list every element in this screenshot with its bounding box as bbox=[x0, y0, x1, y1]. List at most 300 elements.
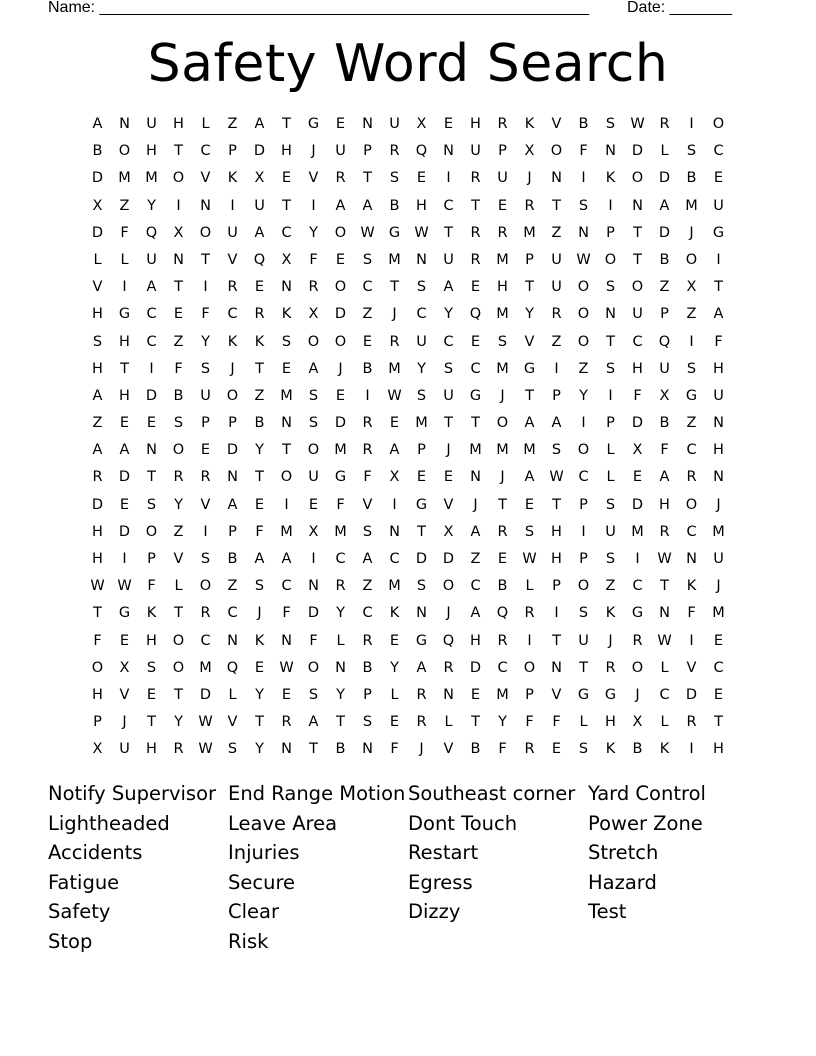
word-list-item: Lightheaded bbox=[48, 811, 170, 835]
grid-letter: O bbox=[145, 523, 158, 540]
grid-letter: F bbox=[579, 143, 588, 160]
grid-letter: T bbox=[255, 360, 264, 377]
grid-letter: R bbox=[686, 714, 697, 731]
grid-letter: E bbox=[713, 170, 724, 187]
grid-letter: O bbox=[226, 387, 239, 404]
word-list-item: Fatigue bbox=[48, 870, 120, 894]
grid-letter: I bbox=[635, 551, 640, 567]
grid-letter: F bbox=[336, 496, 345, 513]
grid-letter: Y bbox=[417, 360, 426, 377]
grid-letter: M bbox=[415, 415, 428, 432]
grid-letter: C bbox=[200, 632, 211, 649]
grid-letter: R bbox=[254, 306, 265, 323]
grid-letter: S bbox=[605, 496, 616, 513]
grid-letter: N bbox=[362, 116, 373, 132]
grid-letter: J bbox=[716, 578, 721, 595]
grid-letter: R bbox=[470, 224, 481, 241]
grid-letter: H bbox=[470, 116, 481, 132]
grid-letter: Z bbox=[362, 578, 373, 595]
grid-letter: C bbox=[578, 469, 589, 486]
grid-letter: A bbox=[146, 279, 157, 296]
grid-letter: N bbox=[227, 469, 238, 486]
grid-letter: Z bbox=[173, 333, 184, 350]
grid-letter: Z bbox=[659, 279, 670, 296]
grid-letter: J bbox=[419, 741, 424, 758]
grid-letter: L bbox=[525, 578, 534, 595]
grid-letter: R bbox=[524, 741, 535, 758]
grid-letter: R bbox=[389, 333, 400, 350]
grid-letter: P bbox=[228, 415, 237, 432]
grid-letter: E bbox=[173, 306, 184, 323]
grid-row bbox=[84, 709, 732, 736]
grid-letter: U bbox=[713, 197, 724, 214]
grid-letter: S bbox=[686, 143, 697, 160]
grid-letter: P bbox=[606, 224, 615, 241]
word-list-item: Egress bbox=[408, 870, 473, 894]
grid-letter: D bbox=[307, 605, 320, 622]
grid-letter: R bbox=[335, 578, 346, 595]
grid-letter: N bbox=[416, 605, 427, 622]
grid-letter: M bbox=[496, 360, 509, 377]
grid-letter: T bbox=[714, 279, 723, 296]
grid-letter: H bbox=[92, 306, 103, 323]
grid-letter: X bbox=[443, 523, 454, 540]
grid-letter: N bbox=[416, 251, 427, 268]
grid-letter: N bbox=[470, 469, 481, 486]
grid-letter: I bbox=[176, 197, 181, 214]
grid-letter: O bbox=[685, 251, 698, 268]
grid-letter: I bbox=[716, 251, 721, 268]
grid-letter: B bbox=[659, 415, 670, 432]
grid-letter: I bbox=[608, 197, 613, 214]
grid-letter: W bbox=[414, 224, 429, 241]
grid-letter: Z bbox=[551, 333, 562, 350]
grid-letter: U bbox=[578, 632, 589, 649]
grid-letter: S bbox=[578, 741, 589, 758]
grid-letter: X bbox=[92, 741, 103, 758]
grid-letter: L bbox=[228, 686, 237, 703]
grid-letter: A bbox=[551, 415, 562, 432]
grid-letter: G bbox=[469, 387, 482, 404]
grid-letter: E bbox=[335, 116, 346, 132]
grid-letter: B bbox=[632, 741, 643, 758]
grid-letter: L bbox=[120, 251, 129, 268]
grid-letter: B bbox=[92, 143, 103, 160]
grid-letter: W bbox=[576, 251, 591, 268]
grid-letter: B bbox=[254, 415, 265, 432]
grid-letter: A bbox=[92, 116, 103, 132]
word-list-item: Risk bbox=[228, 929, 269, 953]
grid-letter: F bbox=[687, 605, 696, 622]
grid-letter: E bbox=[119, 415, 130, 432]
grid-letter: D bbox=[334, 306, 347, 323]
grid-letter: Z bbox=[470, 551, 481, 567]
grid-letter: Y bbox=[498, 714, 507, 731]
grid-letter: L bbox=[390, 686, 399, 703]
grid-letter: B bbox=[686, 170, 697, 187]
grid-letter: R bbox=[497, 116, 508, 132]
grid-letter: M bbox=[685, 197, 698, 214]
grid-letter: O bbox=[577, 333, 590, 350]
grid-letter: Y bbox=[255, 686, 264, 703]
grid-letter: N bbox=[389, 523, 400, 540]
grid-letter: O bbox=[550, 143, 563, 160]
grid-letter: E bbox=[632, 469, 643, 486]
grid-letter: O bbox=[172, 170, 185, 187]
grid-letter: R bbox=[416, 686, 427, 703]
grid-letter: D bbox=[199, 686, 212, 703]
grid-letter: K bbox=[146, 605, 157, 622]
grid-letter: W bbox=[279, 659, 294, 676]
grid-letter: T bbox=[336, 714, 345, 731]
grid-letter: R bbox=[200, 469, 211, 486]
grid-letter: T bbox=[525, 279, 534, 296]
grid-letter: U bbox=[713, 551, 724, 567]
grid-letter: G bbox=[118, 605, 131, 622]
grid-letter: B bbox=[227, 551, 238, 567]
grid-letter: H bbox=[416, 197, 427, 214]
grid-letter: N bbox=[308, 578, 319, 595]
grid-letter: N bbox=[443, 143, 454, 160]
grid-letter: T bbox=[174, 143, 183, 160]
grid-letter: Q bbox=[496, 605, 509, 622]
grid-row bbox=[84, 193, 732, 220]
grid-letter: P bbox=[606, 415, 615, 432]
grid-letter: O bbox=[334, 333, 347, 350]
word-list-item: Secure bbox=[228, 870, 296, 894]
grid-letter: K bbox=[605, 605, 616, 622]
grid-letter: W bbox=[522, 551, 537, 567]
grid-letter: T bbox=[714, 714, 723, 731]
grid-letter: U bbox=[470, 143, 481, 160]
grid-row bbox=[84, 573, 732, 600]
grid-letter: O bbox=[199, 578, 212, 595]
grid-letter: M bbox=[388, 360, 401, 377]
grid-letter: T bbox=[471, 197, 480, 214]
grid-letter: R bbox=[173, 741, 184, 758]
word-list-item: Notify Supervisor bbox=[48, 782, 217, 805]
grid-letter: X bbox=[659, 387, 670, 404]
grid-letter: F bbox=[525, 714, 534, 731]
word-list-item: Dont Touch bbox=[408, 811, 518, 835]
grid-letter: E bbox=[470, 686, 481, 703]
grid-letter: C bbox=[443, 197, 454, 214]
grid-letter: W bbox=[198, 741, 213, 758]
grid-letter: D bbox=[91, 170, 104, 187]
grid-letter: F bbox=[309, 632, 318, 649]
grid-letter: T bbox=[309, 741, 318, 758]
grid-letter: W bbox=[387, 387, 402, 404]
word-list-item: Safety bbox=[48, 900, 111, 924]
grid-letter: E bbox=[308, 496, 319, 513]
grid-letter: H bbox=[119, 387, 130, 404]
grid-letter: E bbox=[389, 415, 400, 432]
grid-letter: B bbox=[659, 251, 670, 268]
grid-letter: K bbox=[686, 578, 697, 595]
grid-letter: E bbox=[362, 333, 373, 350]
grid-letter: V bbox=[227, 251, 238, 268]
grid-letter: E bbox=[551, 741, 562, 758]
grid-letter: F bbox=[201, 306, 210, 323]
grid-letter: C bbox=[470, 360, 481, 377]
grid-row bbox=[84, 736, 732, 763]
grid-letter: Q bbox=[469, 306, 482, 323]
grid-letter: X bbox=[173, 224, 184, 241]
grid-letter: I bbox=[203, 279, 208, 296]
grid-letter: S bbox=[362, 251, 373, 268]
grid-letter: J bbox=[527, 170, 532, 187]
grid-letter: I bbox=[311, 197, 316, 214]
grid-letter: M bbox=[469, 442, 482, 459]
grid-letter: V bbox=[524, 333, 535, 350]
grid-letter: A bbox=[254, 224, 265, 241]
grid-letter: O bbox=[631, 659, 644, 676]
word-list-item: End Range Motion bbox=[228, 782, 406, 805]
grid-letter: I bbox=[689, 333, 694, 350]
grid-letter: G bbox=[334, 469, 347, 486]
grid-letter: F bbox=[390, 741, 399, 758]
grid-letter: N bbox=[281, 415, 292, 432]
grid-letter: Z bbox=[92, 415, 103, 432]
word-list-item: Yard Control bbox=[588, 782, 706, 805]
grid-letter: P bbox=[579, 496, 588, 513]
grid-letter: S bbox=[146, 496, 157, 513]
grid-letter: H bbox=[470, 632, 481, 649]
grid-letter: C bbox=[497, 659, 508, 676]
grid-letter: H bbox=[173, 116, 184, 132]
grid-letter: H bbox=[497, 279, 508, 296]
grid-letter: I bbox=[581, 523, 586, 540]
grid-letter: A bbox=[254, 551, 265, 567]
grid-letter: T bbox=[147, 714, 156, 731]
grid-letter: L bbox=[201, 116, 210, 132]
grid-letter: A bbox=[713, 306, 724, 323]
grid-letter: W bbox=[117, 578, 132, 595]
grid-letter: V bbox=[227, 714, 238, 731]
grid-letter: C bbox=[659, 686, 670, 703]
grid-letter: H bbox=[551, 523, 562, 540]
word-list bbox=[48, 779, 788, 957]
grid-row bbox=[84, 410, 732, 437]
grid-letter: H bbox=[92, 686, 103, 703]
grid-letter: Z bbox=[173, 523, 184, 540]
grid-letter: I bbox=[365, 387, 370, 404]
word-list-item: Hazard bbox=[588, 870, 657, 894]
grid-letter: U bbox=[551, 279, 562, 296]
grid-row bbox=[84, 655, 732, 682]
grid-letter: R bbox=[443, 659, 454, 676]
grid-letter: J bbox=[338, 360, 343, 377]
grid-letter: I bbox=[392, 496, 397, 513]
grid-letter: D bbox=[334, 415, 347, 432]
grid-row bbox=[84, 138, 732, 165]
grid-row bbox=[84, 220, 732, 247]
grid-letter: D bbox=[118, 469, 131, 486]
grid-letter: O bbox=[631, 170, 644, 187]
grid-letter: R bbox=[551, 306, 562, 323]
grid-letter: E bbox=[335, 387, 346, 404]
grid-letter: E bbox=[254, 659, 265, 676]
grid-letter: A bbox=[254, 116, 265, 132]
grid-letter: D bbox=[631, 415, 644, 432]
grid-letter: X bbox=[254, 170, 265, 187]
grid-letter: R bbox=[173, 469, 184, 486]
grid-letter: V bbox=[551, 686, 562, 703]
grid-letter: A bbox=[92, 442, 103, 459]
grid-letter: T bbox=[120, 360, 129, 377]
grid-letter: D bbox=[658, 224, 671, 241]
grid-letter: G bbox=[712, 224, 725, 241]
grid-letter: E bbox=[281, 170, 292, 187]
grid-letter: O bbox=[280, 469, 293, 486]
grid-row bbox=[84, 356, 732, 383]
grid-letter: R bbox=[362, 415, 373, 432]
grid-letter: H bbox=[551, 551, 562, 567]
grid-letter: A bbox=[92, 387, 103, 404]
date-field: Date: _______ bbox=[627, 0, 732, 16]
grid-letter: E bbox=[335, 251, 346, 268]
grid-letter: I bbox=[149, 360, 154, 377]
grid-letter: M bbox=[496, 442, 509, 459]
grid-letter: U bbox=[335, 143, 346, 160]
grid-letter: D bbox=[469, 659, 482, 676]
grid-letter: T bbox=[633, 224, 642, 241]
grid-letter: K bbox=[389, 605, 400, 622]
grid-row bbox=[84, 247, 732, 274]
grid-letter: D bbox=[91, 224, 104, 241]
grid-letter: D bbox=[91, 496, 104, 513]
grid-letter: V bbox=[119, 686, 130, 703]
grid-letter: R bbox=[92, 469, 103, 486]
grid-letter: S bbox=[416, 578, 427, 595]
grid-letter: Z bbox=[119, 197, 130, 214]
grid-letter: R bbox=[497, 224, 508, 241]
grid-letter: S bbox=[578, 605, 589, 622]
grid-row bbox=[84, 464, 732, 491]
grid-letter: S bbox=[308, 415, 319, 432]
grid-letter: M bbox=[118, 170, 131, 187]
grid-letter: O bbox=[334, 279, 347, 296]
grid-letter: M bbox=[496, 306, 509, 323]
grid-letter: O bbox=[172, 659, 185, 676]
grid-letter: H bbox=[632, 360, 643, 377]
grid-letter: V bbox=[173, 551, 184, 567]
grid-letter: P bbox=[498, 143, 507, 160]
grid-letter: Z bbox=[227, 116, 238, 132]
grid-letter: H bbox=[713, 741, 724, 758]
grid-letter: U bbox=[146, 116, 157, 132]
grid-letter: Y bbox=[255, 741, 264, 758]
grid-letter: U bbox=[713, 387, 724, 404]
grid-letter: P bbox=[147, 551, 156, 567]
grid-letter: R bbox=[524, 605, 535, 622]
grid-letter: X bbox=[92, 197, 103, 214]
word-list-item: Injuries bbox=[228, 841, 300, 865]
grid-letter: Q bbox=[415, 143, 428, 160]
grid-letter: T bbox=[579, 659, 588, 676]
grid-letter: R bbox=[308, 279, 319, 296]
grid-letter: B bbox=[362, 659, 373, 676]
grid-letter: E bbox=[146, 415, 157, 432]
grid-letter: C bbox=[686, 523, 697, 540]
grid-letter: E bbox=[254, 279, 265, 296]
grid-letter: T bbox=[147, 469, 156, 486]
grid-letter: F bbox=[498, 741, 507, 758]
grid-letter: M bbox=[388, 251, 401, 268]
grid-letter: H bbox=[92, 523, 103, 540]
grid-letter: A bbox=[659, 197, 670, 214]
word-list-item: Clear bbox=[228, 900, 279, 924]
grid-letter: P bbox=[93, 714, 102, 731]
grid-letter: J bbox=[230, 360, 235, 377]
word-list-item: Stop bbox=[48, 929, 93, 953]
grid-letter: O bbox=[307, 442, 320, 459]
grid-letter: T bbox=[282, 197, 291, 214]
grid-letter: U bbox=[605, 523, 616, 540]
grid-letter: S bbox=[605, 116, 616, 132]
grid-letter: C bbox=[281, 224, 292, 241]
grid-letter: B bbox=[173, 387, 184, 404]
grid-letter: E bbox=[119, 632, 130, 649]
grid-letter: O bbox=[496, 415, 509, 432]
grid-letter: C bbox=[335, 551, 346, 567]
grid-letter: O bbox=[307, 333, 320, 350]
grid-letter: D bbox=[226, 442, 239, 459]
grid-letter: K bbox=[254, 632, 265, 649]
grid-letter: D bbox=[658, 170, 671, 187]
grid-letter: O bbox=[523, 659, 536, 676]
grid-letter: X bbox=[281, 251, 292, 268]
grid-letter: I bbox=[608, 387, 613, 404]
grid-letter: Z bbox=[686, 415, 697, 432]
grid-letter: Z bbox=[254, 387, 265, 404]
grid-letter: E bbox=[416, 469, 427, 486]
grid-letter: P bbox=[363, 686, 372, 703]
grid-letter: O bbox=[604, 251, 617, 268]
grid-letter: R bbox=[227, 279, 238, 296]
grid-letter: T bbox=[444, 224, 453, 241]
grid-letter: P bbox=[363, 143, 372, 160]
grid-letter: N bbox=[362, 741, 373, 758]
grid-letter: D bbox=[145, 387, 158, 404]
grid-letter: O bbox=[334, 224, 347, 241]
grid-letter: L bbox=[336, 632, 345, 649]
grid-letter: J bbox=[500, 469, 505, 486]
grid-letter: S bbox=[551, 442, 562, 459]
grid-letter: V bbox=[308, 170, 319, 187]
grid-letter: D bbox=[631, 496, 644, 513]
grid-row bbox=[84, 682, 732, 709]
grid-letter: I bbox=[581, 415, 586, 432]
grid-letter: L bbox=[579, 714, 588, 731]
grid-row bbox=[84, 628, 732, 655]
grid-letter: M bbox=[280, 523, 293, 540]
grid-letter: T bbox=[498, 496, 507, 513]
grid-letter: E bbox=[389, 714, 400, 731]
grid-letter: I bbox=[689, 632, 694, 649]
grid-letter: C bbox=[389, 551, 400, 567]
grid-letter: F bbox=[282, 605, 291, 622]
grid-letter: U bbox=[416, 333, 427, 350]
grid-letter: F bbox=[363, 469, 372, 486]
grid-letter: W bbox=[657, 632, 672, 649]
grid-letter: V bbox=[443, 741, 454, 758]
grid-letter: J bbox=[635, 686, 640, 703]
grid-letter: J bbox=[311, 143, 316, 160]
grid-letter: B bbox=[470, 741, 481, 758]
grid-letter: I bbox=[689, 741, 694, 758]
grid-row bbox=[84, 111, 732, 138]
